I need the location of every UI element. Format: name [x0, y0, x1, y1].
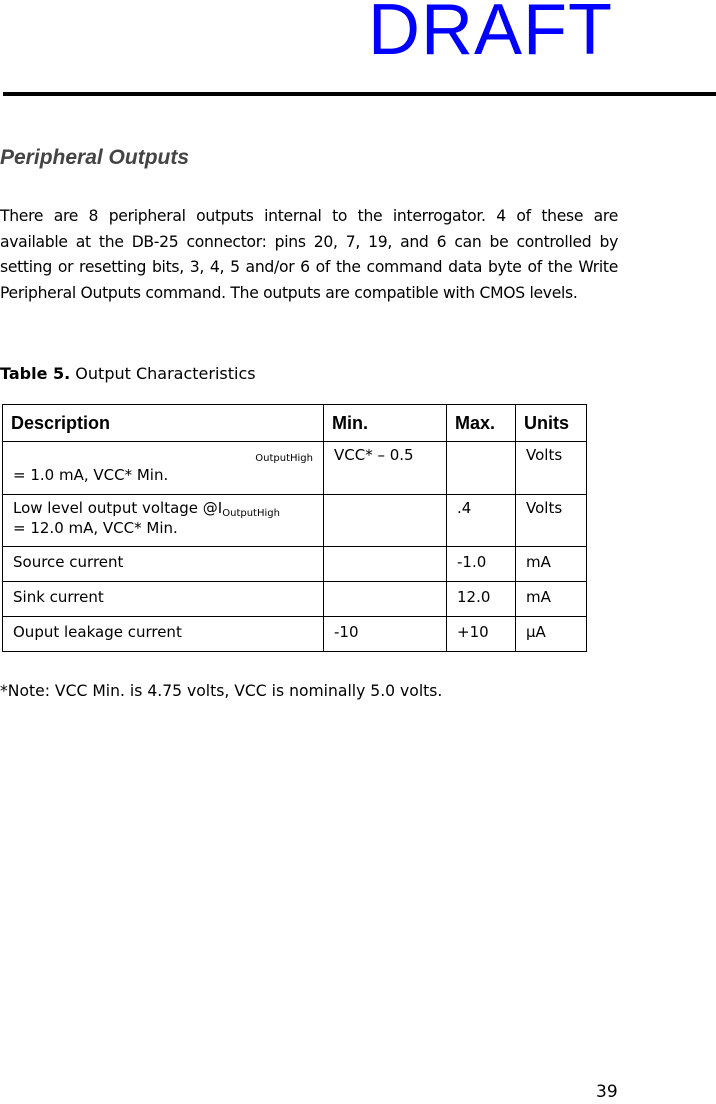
header-rule [3, 92, 716, 96]
cell-min [324, 547, 447, 582]
desc-line2: = 12.0 mA, VCC* Min. [13, 519, 178, 537]
cell-min [324, 495, 447, 547]
header-min: Min. [324, 405, 447, 442]
header-units: Units [516, 405, 587, 442]
cell-max: -1.0 [447, 547, 516, 582]
cell-max: +10 [447, 617, 516, 652]
table-row [3, 442, 587, 495]
cell-max: 12.0 [447, 582, 516, 617]
cell-min [324, 582, 447, 617]
table-row [3, 547, 587, 582]
cell-description [3, 495, 324, 547]
cell-min: -10 [324, 617, 447, 652]
header-max: Max. [447, 405, 516, 442]
cell-units: Volts [516, 495, 587, 547]
desc-subscript: OutputHigh [222, 508, 280, 519]
desc-main: Low level output voltage @I [13, 499, 223, 517]
table-caption-text: Output Characteristics [70, 364, 256, 383]
page-number: 39 [596, 1082, 618, 1102]
table-row [3, 495, 587, 547]
table-row [3, 617, 587, 652]
header-description: Description [3, 405, 324, 442]
table-caption [0, 364, 256, 383]
footnote: *Note: VCC Min. is 4.75 volts, VCC is nominally 5.0 volts. [0, 682, 443, 700]
cell-units: mA [516, 547, 587, 582]
table-caption-label: Table 5. [0, 364, 71, 383]
cell-description: Sink current [3, 582, 324, 617]
desc-line2: = 1.0 mA, VCC* Min. [13, 466, 169, 484]
desc-subscript: OutputHigh [255, 453, 313, 464]
body-paragraph: There are 8 peripheral outputs internal to the interrogator. 4 of these are available at the DB-25 connector: pins 20, 7, 19, and 6 can be controlled by setting or resetting bits, 3, 4, 5 and/or 6 of the command data byte of the Write Peripheral Outputs command. The outputs are compatible with CMOS levels. [0, 207, 618, 302]
cell-units: µA [516, 617, 587, 652]
cell-units: Volts [516, 442, 587, 495]
cell-max: .4 [447, 495, 516, 547]
draft-watermark: DRAFT [368, 0, 613, 70]
cell-description: Ouput leakage current [3, 617, 324, 652]
table-header-row [3, 405, 587, 442]
output-characteristics-table [2, 404, 587, 652]
cell-max [447, 442, 516, 495]
cell-min: VCC* – 0.5 [324, 442, 447, 495]
section-title: Peripheral Outputs [0, 146, 190, 169]
cell-units: mA [516, 582, 587, 617]
cell-description [3, 442, 324, 495]
table-row [3, 582, 587, 617]
cell-description: Source current [3, 547, 324, 582]
